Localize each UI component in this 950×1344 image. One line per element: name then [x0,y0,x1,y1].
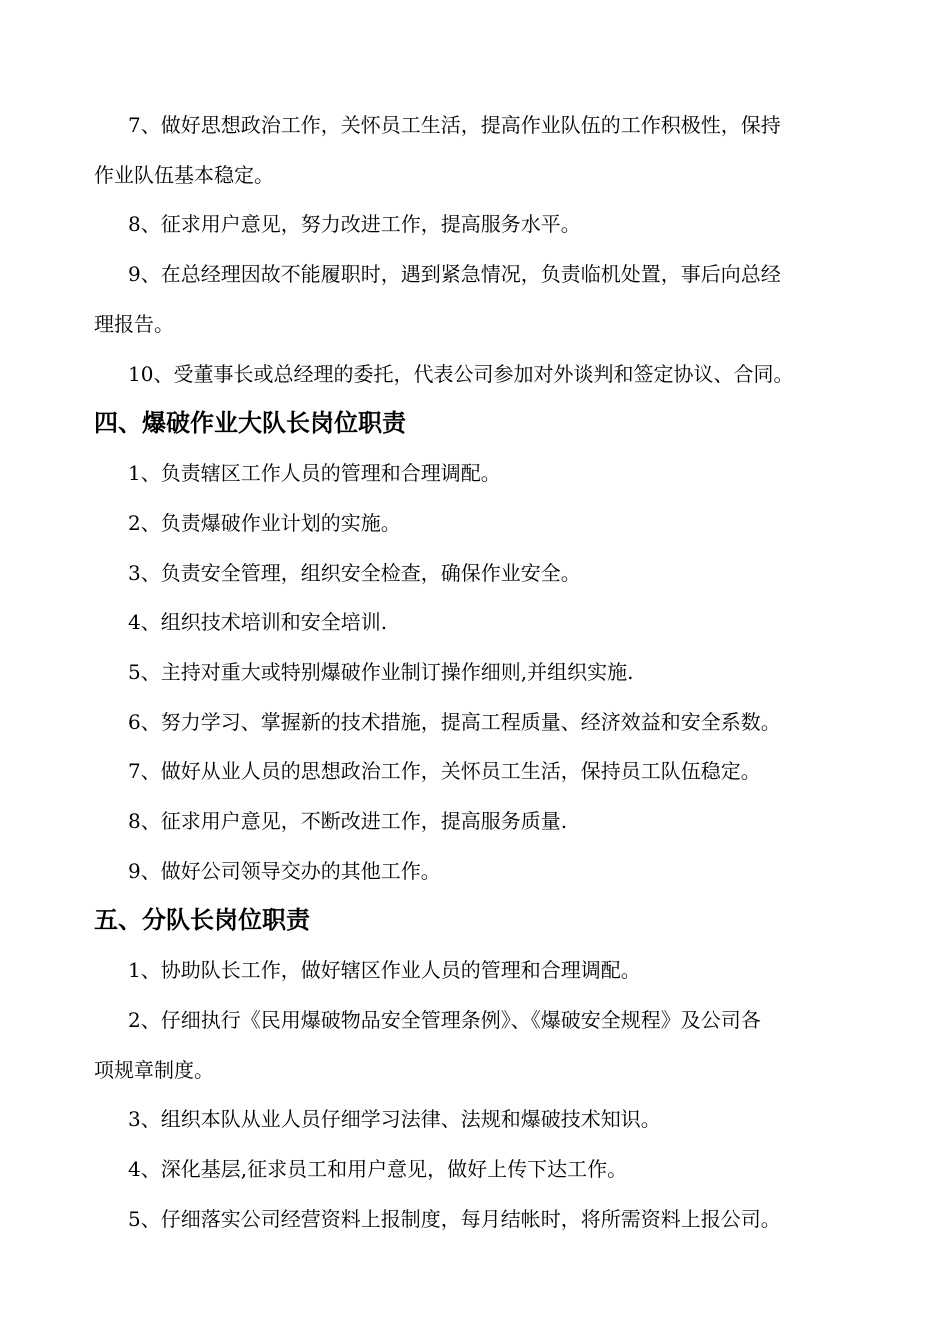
section4-item: 8、征求用户意见，不断改进工作，提高服务质量. [128,809,568,833]
section4-item: 4、组织技术培训和安全培训. [128,610,388,634]
section4-item: 9、做好公司领导交办的其他工作。 [128,859,441,883]
section3-item-7-line1: 7、做好思想政治工作，关怀员工生活，提高作业队伍的工作积极性，保持 [128,113,781,137]
section5-item: 1、协助队长工作，做好辖区作业人员的管理和合理调配。 [128,958,641,982]
section4-item: 1、负责辖区工作人员的管理和合理调配。 [128,461,501,485]
section5-item: 3、组织本队从业人员仔细学习法律、法规和爆破技术知识。 [128,1107,661,1131]
section3-item-10: 10、受董事长或总经理的委托，代表公司参加对外谈判和签定协议、合同。 [128,362,794,386]
section3-item-9-line2: 理报告。 [94,312,174,336]
section5-item-2-line2: 项规章制度。 [94,1058,214,1082]
section3-item-7-line2: 作业队伍基本稳定。 [94,163,274,187]
section5-item: 4、深化基层,征求员工和用户意见，做好上传下达工作。 [128,1157,628,1181]
section4-item: 5、主持对重大或特别爆破作业制订操作细则,并组织实施. [128,660,634,684]
section3-item-9-line1: 9、在总经理因故不能履职时，遇到紧急情况，负责临机处置，事后向总经 [128,262,781,286]
section4-item: 2、负责爆破作业计划的实施。 [128,511,401,535]
section5-item: 5、仔细落实公司经营资料上报制度，每月结帐时，将所需资料上报公司。 [128,1207,781,1231]
section4-item: 6、努力学习、掌握新的技术措施，提高工程质量、经济效益和安全系数。 [128,710,781,734]
section4-item: 7、做好从业人员的思想政治工作，关怀员工生活，保持员工队伍稳定。 [128,759,761,783]
section3-item-8: 8、征求用户意见，努力改进工作，提高服务水平。 [128,212,581,236]
section5-heading: 五、分队长岗位职责 [94,906,310,934]
section4-heading: 四、爆破作业大队长岗位职责 [94,409,406,437]
section4-item: 3、负责安全管理，组织安全检查，确保作业安全。 [128,561,581,585]
section5-item-2-line1: 2、仔细执行《民用爆破物品安全管理条例》、《爆破安全规程》及公司各 [128,1008,761,1032]
